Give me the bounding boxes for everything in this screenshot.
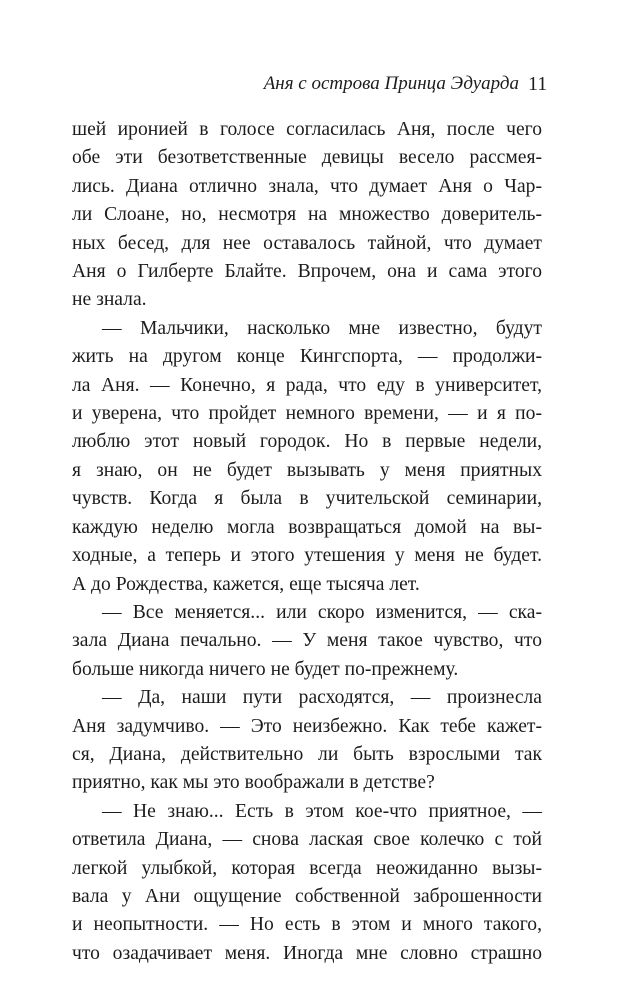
- text-line: Аня о Гилберте Блайте. Впрочем, она и сама этого: [72, 261, 542, 283]
- text-line: легкой улыбкой, которая всегда неожиданно вызы-: [72, 857, 542, 879]
- text-line: — Мальчики, насколько мне известно, будут: [102, 317, 542, 339]
- running-title: Аня с острова Принца Эдуарда: [263, 73, 519, 94]
- text-line: приятно, как мы это воображали в детстве?: [72, 772, 435, 794]
- text-line: — Да, наши пути расходятся, — произнесла: [102, 687, 542, 709]
- text-line: жить на другом конце Кингспорта, — продолжи-: [72, 346, 542, 368]
- text-line: ных бесед, для нее оставалось тайной, что думает: [72, 232, 542, 254]
- text-line: и уверена, что пройдет немного времени, — и я по-: [72, 403, 542, 425]
- text-line: шей иронией в голосе согласилась Аня, после чего: [72, 119, 542, 140]
- text-line: ответила Диана, — снова лаская свое колечко с той: [72, 829, 542, 851]
- text-line: зала Диана печально. — У меня такое чувство, что: [72, 630, 542, 652]
- text-line: обе эти безответственные девицы весело рассмея-: [72, 147, 542, 169]
- text-line: вала у Ани ощущение собственной заброшенности: [72, 885, 542, 907]
- text-line: больше никогда ничего не будет по-прежнему.: [72, 658, 459, 680]
- text-line: ходные, а теперь и этого утешения у меня не будет.: [72, 545, 542, 567]
- page-number: 11: [528, 73, 548, 95]
- text-line: я знаю, он не будет вызывать у меня приятных: [72, 459, 542, 481]
- text-line: ли Слоане, но, несмотря на множество доверитель-: [72, 204, 542, 226]
- text-line: — Не знаю... Есть в этом кое-что приятное, —: [102, 800, 542, 822]
- text-line: не знала.: [72, 289, 147, 311]
- text-line: каждую неделю могла возвращаться домой на вы-: [72, 516, 542, 538]
- text-line: Аня задумчиво. — Это неизбежно. Как тебе кажет-: [72, 715, 542, 737]
- text-line: ла Аня. — Конечно, я рада, что еду в университет,: [72, 374, 542, 396]
- text-line: А до Рождества, кажется, еще тысяча лет.: [72, 573, 420, 595]
- text-line: люблю этот новый городок. Но в первые недели,: [72, 431, 542, 453]
- body-text: [72, 116, 542, 968]
- text-line: ся, Диана, действительно ли быть взрослыми так: [72, 743, 542, 765]
- text-line: и неопытности. — Но есть в этом и много такого,: [72, 914, 542, 936]
- text-line: — Все меняется... или скоро изменится, — ска-: [102, 601, 542, 623]
- text-line: чувств. Когда я была в учительской семинарии,: [72, 488, 542, 510]
- text-line: что озадачивает меня. Иногда мне словно страшно: [72, 942, 542, 964]
- text-line: лись. Диана отлично знала, что думает Аня о Чар-: [72, 175, 542, 197]
